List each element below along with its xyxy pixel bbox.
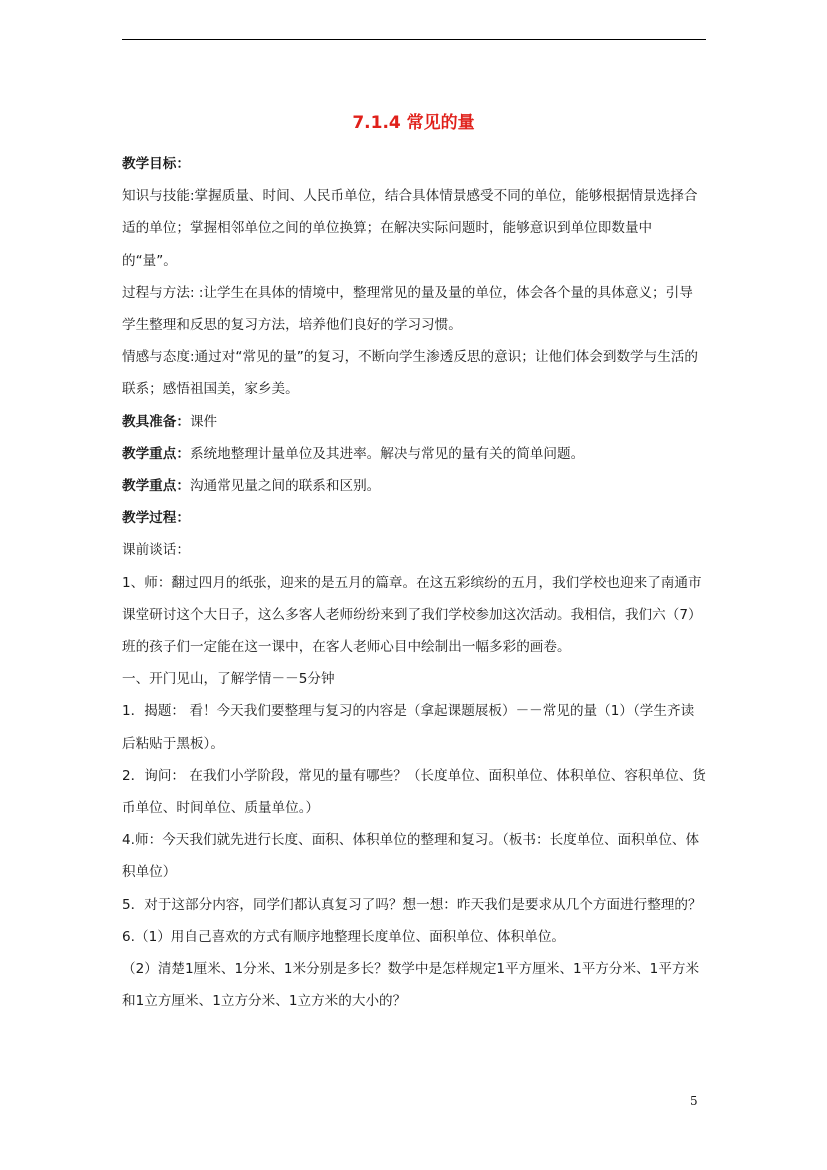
line-step-5: 5．对于这部分内容，同学们都认真复习了吗？想一想：昨天我们是要求从几个方面进行整理的？ bbox=[122, 896, 702, 913]
line-objectives-heading bbox=[122, 148, 706, 180]
header-rule bbox=[122, 39, 706, 40]
line-key-point-1: 教学重点：系统地整理计量单位及其进率。解决与常见的量有关的简单问题。 bbox=[122, 445, 585, 462]
document-body bbox=[122, 148, 706, 1017]
line-knowledge-skills: 知识与技能:掌握质量、时间、人民币单位，结合具体情景感受不同的单位，能够根据情景选择合适的单位；掌握相邻单位之间的单位换算；在解决实际问题时，能够意识到单位即数量中的“量”。 bbox=[122, 188, 698, 269]
line-step-6-2: （2）清楚1厘米、1分米、1米分别是多长？数学中是怎样规定1平方厘米、1平方分米、1平方米和1立方厘米、1立方分米、1立方米的大小的？ bbox=[122, 961, 700, 1010]
line-teaching-aids: 教具准备：课件 bbox=[122, 413, 218, 430]
line-emotion-attitude: 情感与态度:通过对“常见的量”的复习，不断向学生渗透反思的意识；让他们体会到数学与生活的联系；感悟祖国美，家乡美。 bbox=[122, 349, 699, 398]
line-step-2: 2．询问： 在我们小学阶段，常见的量有哪些？（长度单位、面积单位、体积单位、容积单位、货币单位、时间单位、质量单位。） bbox=[122, 767, 706, 817]
line-key-point-2: 教学重点：沟通常见量之间的联系和区别。 bbox=[122, 478, 381, 495]
line-step-4: 4.师：今天我们就先进行长度、面积、体积单位的整理和复习。（板书：长度单位、面积单位、体积单位） bbox=[122, 832, 700, 881]
line-pre-class-talk: 课前谈话： bbox=[122, 542, 190, 559]
line-teacher-intro: 1、师：翻过四月的纸张，迎来的是五月的篇章。在这五彩缤纷的五月，我们学校也迎来了南通市课堂研讨这个大日子，这么多客人老师纷纷来到了我们学校参加这次活动。我相信，我们六（7）班的孩子们一定能在这一课中，在客人老师心目中绘制出一幅多彩的画卷。 bbox=[122, 574, 702, 656]
line-process-methods: 过程与方法: :让学生在具体的情境中，整理常见的量及量的单位，体会各个量的具体意义；引导学生整理和反思的复习方法，培养他们良好的学习习惯。 bbox=[122, 284, 693, 334]
line-process-heading: 教学过程： bbox=[122, 510, 190, 527]
line-step-6-1: 6.（1）用自己喜欢的方式有顺序地整理长度单位、面积单位、体积单位。 bbox=[122, 928, 566, 945]
line-section-one: 一、开门见山，了解学情－－5分钟 bbox=[122, 671, 335, 688]
page-number: 5 bbox=[690, 1094, 698, 1108]
line-step-1: 1．揭题： 看！今天我们要整理与复习的内容是（拿起课题展板）－－常见的量（1）（学生齐读后粘贴于黑板）。 bbox=[122, 703, 695, 752]
document-title: 7.1.4 常见的量 bbox=[352, 113, 475, 133]
line-label: 教学目标： bbox=[122, 156, 190, 172]
